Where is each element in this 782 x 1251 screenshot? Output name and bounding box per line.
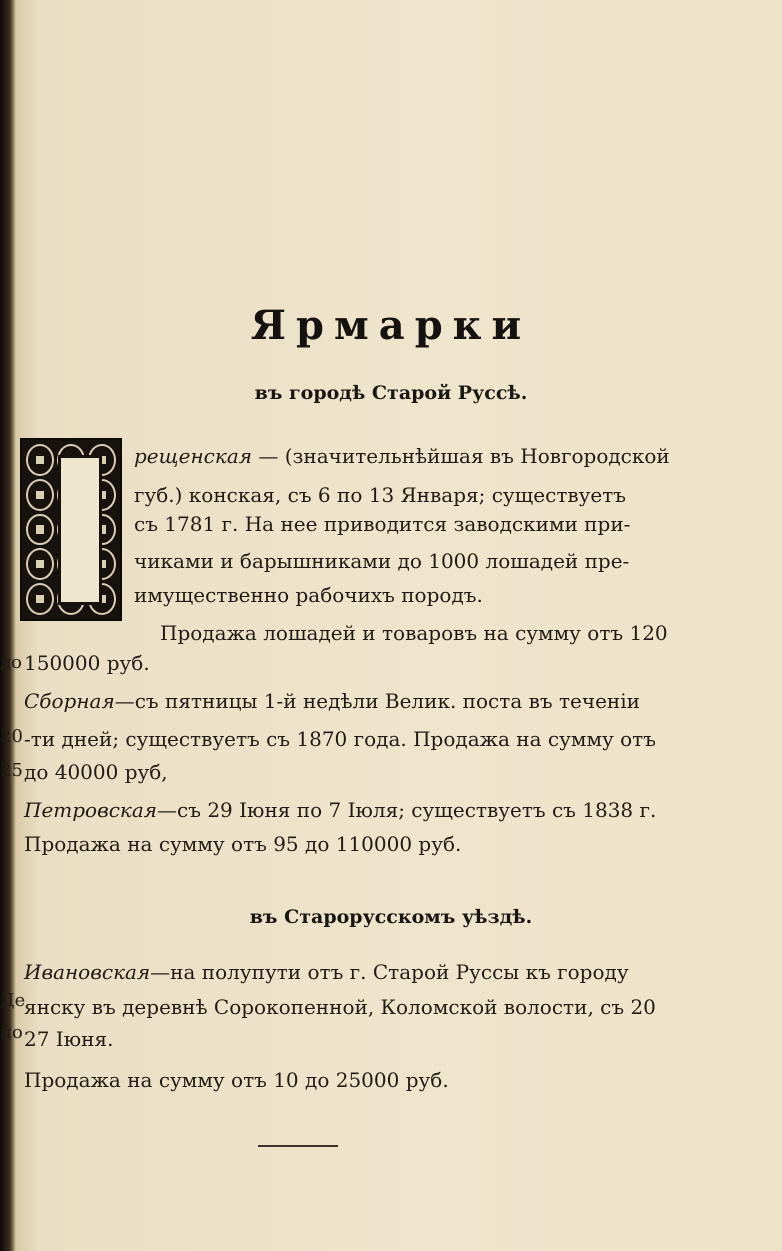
book-binding-edge: [0, 0, 14, 1251]
text-line: рещенская — (значительнѣйшая въ Новгородской: [134, 444, 670, 468]
text-line: 150000 руб.: [24, 651, 150, 675]
section-heading-city: въ городѣ Старой Руссѣ.: [254, 382, 528, 404]
margin-note: до: [0, 652, 22, 673]
section-heading-district: въ Старорусскомъ уѣздѣ.: [249, 906, 533, 928]
initial-letter-k-icon: [58, 455, 102, 605]
margin-note: 20: [0, 726, 23, 747]
text-line: Сборная—съ пятницы 1-й недѣли Велик. поста въ теченіи: [24, 689, 640, 713]
margin-note: 25: [0, 760, 23, 781]
text-line: Петровская—съ 29 Іюня по 7 Іюля; существуетъ съ 1838 г.: [24, 798, 657, 822]
text-line: до 40000 руб,: [24, 760, 168, 784]
margin-note: по: [0, 1022, 23, 1043]
text-line: имущественно рабочихъ породъ.: [134, 583, 483, 607]
text-line: -ти дней; существуетъ съ 1870 года. Продажа на сумму отъ: [24, 727, 656, 751]
text-line: съ 1781 г. На нее приводится заводскими при-: [134, 512, 631, 536]
page-title: Ярмарки: [250, 302, 532, 349]
end-rule: [258, 1145, 338, 1147]
margin-note: Де: [0, 990, 26, 1011]
text-line: 27 Іюня.: [24, 1027, 114, 1051]
text-line: Продажа на сумму отъ 10 до 25000 руб.: [24, 1068, 449, 1092]
text-line: Ивановская—на полупути отъ г. Старой Руссы къ городу: [24, 960, 629, 984]
text-line: Продажа лошадей и товаровъ на сумму отъ 120: [160, 621, 668, 645]
text-line: губ.) конская, съ 6 по 13 Января; существуетъ: [134, 483, 627, 507]
text-line: чиками и барышниками до 1000 лошадей пре-: [134, 549, 630, 573]
text-line: Продажа на сумму отъ 95 до 110000 руб.: [24, 832, 462, 856]
text-line: янску въ деревнѣ Сорокопенной, Коломской волости, съ 20: [24, 995, 656, 1019]
